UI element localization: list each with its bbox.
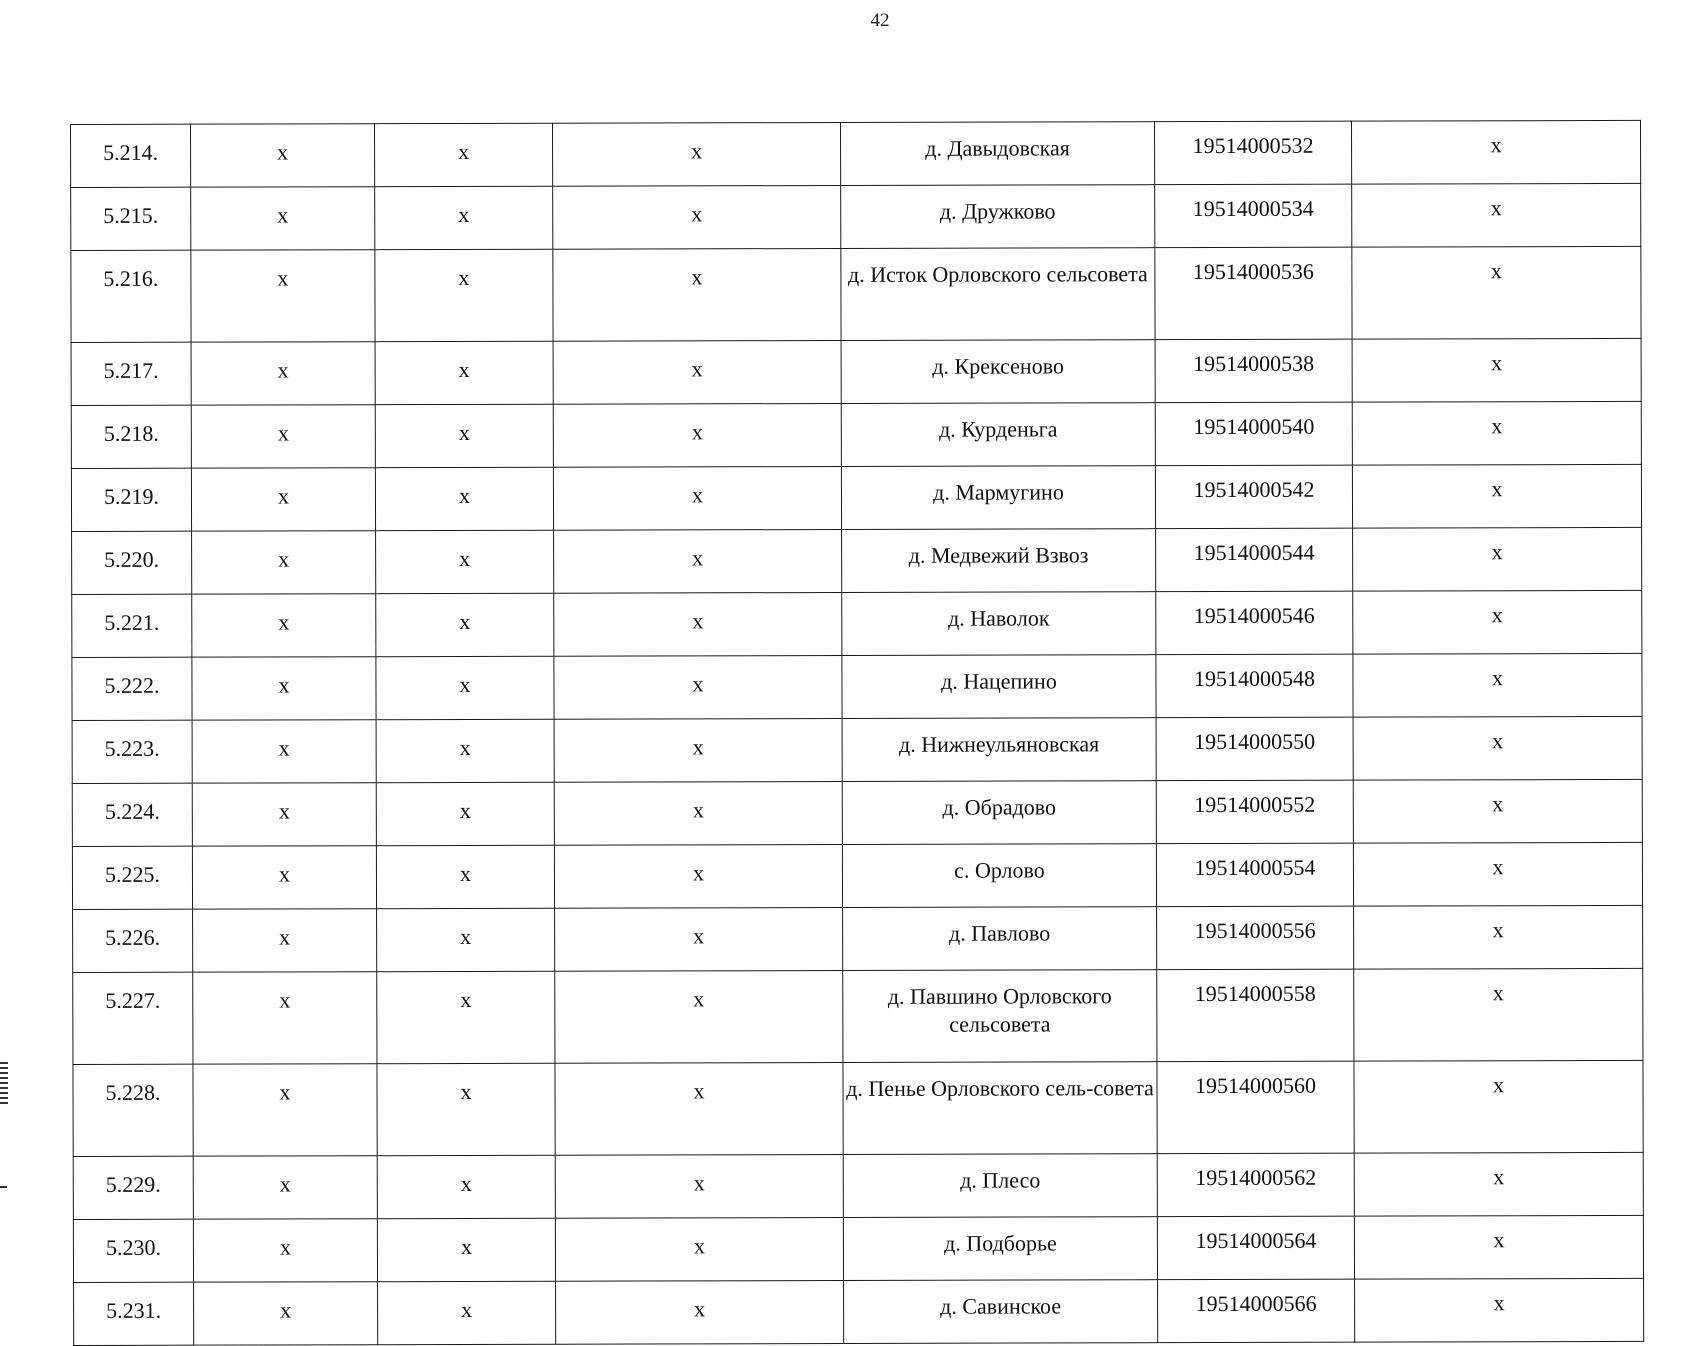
cross-cell-1: х	[193, 972, 377, 1064]
cross-cell-4: х	[1351, 120, 1640, 184]
cross-cell-3: х	[553, 466, 841, 530]
cross-cell-3: х	[554, 655, 842, 719]
settlement-name-cell: д. Нижнеульяновская	[842, 718, 1156, 782]
cross-cell-4: х	[1354, 1060, 1643, 1153]
row-number-cell: 5.220.	[72, 531, 192, 594]
oktmo-code-cell: 19514000548	[1156, 654, 1353, 718]
cross-cell-2: х	[375, 249, 553, 341]
settlement-name-cell: д. Плесо	[843, 1154, 1157, 1218]
cross-cell-1: х	[192, 720, 376, 783]
cross-cell-4: х	[1353, 716, 1642, 780]
row-number-cell: 5.227.	[73, 972, 193, 1064]
table-row	[72, 779, 1642, 846]
cross-cell-2: х	[376, 719, 554, 782]
row-number-cell: 5.214.	[71, 124, 191, 187]
cross-cell-4: х	[1352, 401, 1641, 465]
oktmo-code-cell: 19514000536	[1155, 247, 1352, 340]
table-row	[71, 401, 1641, 468]
settlements-table	[70, 120, 1644, 1346]
table-row	[71, 120, 1641, 187]
settlement-name-cell: д. Исток Орловского сельсовета	[841, 248, 1155, 341]
cross-cell-2: х	[376, 593, 554, 656]
cross-cell-4: х	[1352, 246, 1641, 339]
cross-cell-4: х	[1353, 842, 1642, 906]
cross-cell-4: х	[1355, 1278, 1644, 1342]
row-number-cell: 5.218.	[71, 405, 191, 468]
cross-cell-3: х	[553, 403, 841, 467]
cross-cell-1: х	[193, 1064, 377, 1156]
row-number-cell: 5.221.	[72, 594, 192, 657]
settlement-name-cell: д. Обрадово	[842, 781, 1156, 845]
cross-cell-2: х	[375, 467, 553, 530]
page-number: 42	[870, 10, 890, 31]
cross-cell-3: х	[555, 1217, 843, 1281]
row-number-cell: 5.225.	[72, 846, 192, 909]
settlement-name-cell: д. Павлово	[843, 907, 1157, 971]
cross-cell-3: х	[553, 340, 841, 404]
cross-cell-1: х	[192, 657, 376, 720]
table-row	[71, 183, 1641, 250]
settlement-name-cell: д. Подборье	[843, 1217, 1157, 1281]
cross-cell-3: х	[555, 907, 843, 971]
cross-cell-2: х	[377, 908, 555, 971]
table-row	[72, 653, 1642, 720]
oktmo-code-cell: 19514000552	[1156, 780, 1353, 844]
cross-cell-3: х	[555, 1062, 843, 1155]
cross-cell-4: х	[1354, 1215, 1643, 1279]
cross-cell-1: х	[191, 342, 375, 405]
oktmo-code-cell: 19514000556	[1157, 906, 1354, 970]
row-number-cell: 5.226.	[73, 909, 193, 972]
row-number-cell: 5.230.	[73, 1219, 193, 1282]
cross-cell-2: х	[377, 1155, 555, 1218]
cross-cell-4: х	[1352, 464, 1641, 528]
settlement-name-cell: д. Давыдовская	[840, 122, 1154, 186]
cross-cell-1: х	[192, 783, 376, 846]
cross-cell-3: х	[555, 1154, 843, 1218]
oktmo-code-cell: 19514000560	[1157, 1061, 1354, 1154]
oktmo-code-cell: 19514000546	[1156, 591, 1353, 655]
oktmo-code-cell: 19514000562	[1157, 1153, 1354, 1217]
cross-cell-3: х	[552, 122, 840, 186]
cross-cell-4: х	[1353, 527, 1642, 591]
cross-cell-4: х	[1353, 653, 1642, 717]
settlement-name-cell: д. Савинское	[844, 1280, 1158, 1344]
cross-cell-3: х	[554, 592, 842, 656]
settlement-name-cell: д. Медвежий Взвоз	[842, 529, 1156, 593]
row-number-cell: 5.223.	[72, 720, 192, 783]
margin-dash	[0, 1186, 7, 1188]
cross-cell-2: х	[375, 123, 553, 186]
table-row	[73, 968, 1643, 1064]
row-number-cell: 5.219.	[71, 468, 191, 531]
margin-scan-mark	[0, 1062, 8, 1106]
table-row	[71, 246, 1641, 342]
settlement-name-cell: д. Курденьга	[841, 403, 1155, 467]
settlement-name-cell: д. Павшино Орловского сельсовета	[843, 970, 1157, 1063]
cross-cell-4: х	[1354, 968, 1643, 1061]
cross-cell-2: х	[375, 404, 553, 467]
cross-cell-1: х	[193, 1156, 377, 1219]
cross-cell-3: х	[553, 248, 841, 341]
cross-cell-2: х	[375, 186, 553, 249]
cross-cell-2: х	[376, 845, 554, 908]
settlement-name-cell: д. Крексеново	[841, 340, 1155, 404]
cross-cell-2: х	[375, 341, 553, 404]
cross-cell-1: х	[191, 124, 375, 187]
cross-cell-2: х	[377, 1218, 555, 1281]
cross-cell-1: х	[191, 250, 375, 342]
cross-cell-4: х	[1354, 905, 1643, 969]
oktmo-code-cell: 19514000540	[1155, 402, 1352, 466]
cross-cell-2: х	[378, 1281, 556, 1344]
table-row	[72, 590, 1642, 657]
oktmo-code-cell: 19514000564	[1157, 1216, 1354, 1280]
settlement-name-cell: д. Нацепино	[842, 655, 1156, 719]
cross-cell-1: х	[192, 846, 376, 909]
cross-cell-1: х	[191, 187, 375, 250]
cross-cell-2: х	[376, 530, 554, 593]
oktmo-code-cell: 19514000542	[1155, 465, 1352, 529]
settlement-name-cell: д. Наволок	[842, 592, 1156, 656]
row-number-cell: 5.224.	[72, 783, 192, 846]
cross-cell-1: х	[192, 531, 376, 594]
row-number-cell: 5.228.	[73, 1064, 193, 1156]
table-row	[72, 842, 1642, 909]
table-row	[73, 1060, 1643, 1156]
settlement-name-cell: д. Мармугино	[841, 466, 1155, 530]
settlement-name-cell: д. Пенье Орловского сель-совета	[843, 1062, 1157, 1155]
table-row	[73, 1152, 1643, 1219]
cross-cell-4: х	[1353, 590, 1642, 654]
oktmo-code-cell: 19514000550	[1156, 717, 1353, 781]
cross-cell-1: х	[191, 468, 375, 531]
table-row	[72, 527, 1642, 594]
cross-cell-4: х	[1353, 779, 1642, 843]
cross-cell-4: х	[1352, 183, 1641, 247]
table-row	[71, 464, 1641, 531]
cross-cell-1: х	[193, 909, 377, 972]
cross-cell-1: х	[194, 1282, 378, 1345]
cross-cell-4: х	[1352, 338, 1641, 402]
cross-cell-2: х	[377, 971, 555, 1063]
cross-cell-3: х	[555, 970, 843, 1063]
table-row	[72, 716, 1642, 783]
row-number-cell: 5.215.	[71, 187, 191, 250]
table-body	[71, 120, 1644, 1345]
table-row	[71, 338, 1641, 405]
table-row	[73, 1215, 1643, 1282]
oktmo-code-cell: 19514000554	[1156, 843, 1353, 907]
oktmo-code-cell: 19514000544	[1156, 528, 1353, 592]
cross-cell-3: х	[556, 1280, 844, 1344]
oktmo-code-cell: 19514000558	[1157, 969, 1354, 1062]
cross-cell-1: х	[192, 594, 376, 657]
row-number-cell: 5.217.	[71, 342, 191, 405]
cross-cell-3: х	[553, 185, 841, 249]
settlement-name-cell: д. Дружково	[841, 185, 1155, 249]
oktmo-code-cell: 19514000532	[1154, 121, 1351, 185]
oktmo-code-cell: 19514000566	[1158, 1279, 1355, 1343]
row-number-cell: 5.216.	[71, 250, 191, 342]
cross-cell-2: х	[376, 782, 554, 845]
cross-cell-3: х	[554, 781, 842, 845]
cross-cell-3: х	[554, 718, 842, 782]
oktmo-code-cell: 19514000534	[1155, 184, 1352, 248]
table-row	[74, 1278, 1644, 1345]
cross-cell-1: х	[193, 1219, 377, 1282]
settlement-name-cell: с. Орлово	[842, 844, 1156, 908]
row-number-cell: 5.229.	[73, 1156, 193, 1219]
row-number-cell: 5.222.	[72, 657, 192, 720]
table-row	[73, 905, 1643, 972]
cross-cell-2: х	[377, 1063, 555, 1155]
row-number-cell: 5.231.	[74, 1282, 194, 1345]
cross-cell-2: х	[376, 656, 554, 719]
oktmo-code-cell: 19514000538	[1155, 339, 1352, 403]
cross-cell-3: х	[554, 529, 842, 593]
cross-cell-1: х	[191, 405, 375, 468]
cross-cell-4: х	[1354, 1152, 1643, 1216]
cross-cell-3: х	[554, 844, 842, 908]
